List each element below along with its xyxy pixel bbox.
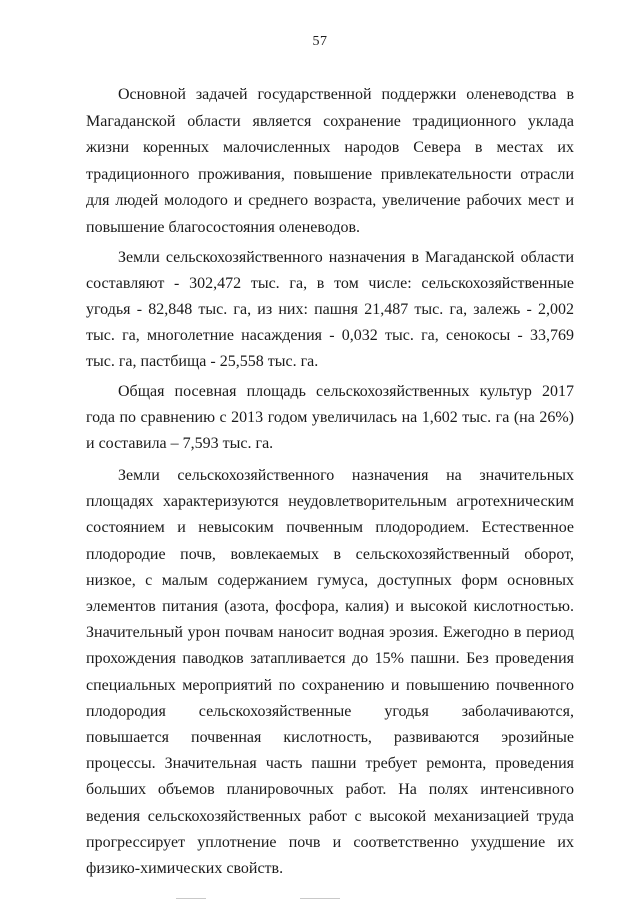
document-body — [86, 82, 574, 884]
scan-artifact-line — [176, 898, 206, 899]
paragraph-reindeer-support: Основной задачей государственной поддержки оленеводства в Магаданской области является сохранение традиционного уклада жизни коренных малочисленных народов Севера в местах их традиционного проживания, повышение привлекательности отрасли для людей молодого и среднего возраста, увеличение рабочих мест и повышение благосостояния оленеводов. — [86, 86, 574, 236]
scan-artifact-line — [300, 898, 340, 899]
paragraph-soil-condition: Земли сельскохозяйственного назначения на значительных площадях характеризуются неудовлетворительным агротехническим состоянием и невысоким почвенным плодородием. Естественное плодородие почв, вовлекаемых в сельскохозяйственный оборот, низкое, с малым содержанием гумуса, доступных форм основных элементов питания (азота, фосфора, калия) и высокой кислотностью. Значительный урон почвам наносит водная эрозия. Ежегодно в период прохождения паводков затапливается до 15% пашни. Без проведения специальных мероприятий по сохранению и повышению почвенного плодородия сельскохозяйственные угодья заболачиваются, повышается почвенная кислотность, развиваются эрозийные процессы. Значительная часть пашни требует ремонта, проведения больших объемов планировочных работ. На полях интенсивного ведения сельскохозяйственных работ с высокой механизацией труда прогрессирует уплотнение почв и соответственно ухудшение их физико-химических свойств. — [86, 467, 574, 878]
page-number: 57 — [312, 34, 328, 49]
paragraph-agricultural-lands: Земли сельскохозяйственного назначения в Магаданской области составляют - 302,472 тыс. га, в том числе: сельскохозяйственные угодья - 82,848 тыс. га, из них: пашня 21,487 тыс. га, залежь - 2,002 тыс. га, многолетние насаждения - 0,032 тыс. га, сенокосы - 33,769 тыс. га, пастбища - 25,558 тыс. га. — [86, 249, 574, 370]
paragraph-sown-area: Общая посевная площадь сельскохозяйственных культур 2017 года по сравнению с 2013 годом увеличилась на 1,602 тыс. га (на 26%) и составила – 7,593 тыс. га. — [86, 383, 574, 452]
